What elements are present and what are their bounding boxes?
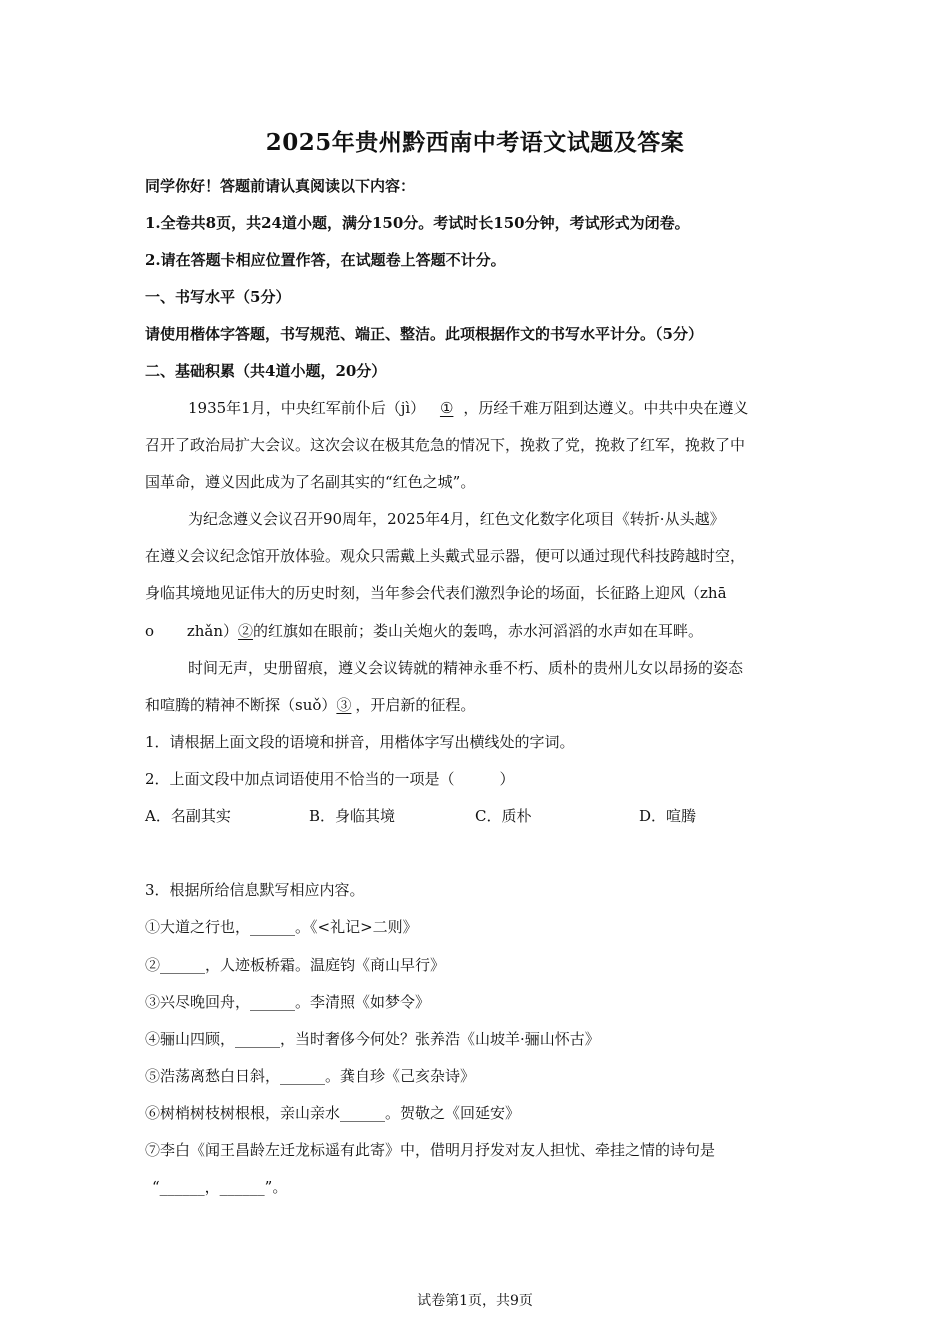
text-span: ，开启新的征程。 — [355, 696, 476, 714]
q3-item-7-continued: “______，______”。 — [152, 1178, 288, 1196]
option-a: A．名副其实 — [145, 807, 231, 825]
text-span: 1935年1月，中央红军前仆后（jì） — [188, 399, 426, 417]
blank-2: ② — [237, 622, 253, 640]
passage-p2-line3: 身临其境地见证伟大的历史时刻，当年参会代表们激烈争论的场面，长征路上迎风（zhā — [145, 584, 727, 602]
text-span: 的红旗如在眼前；娄山关炮火的轰鸣，赤水河滔滔的水声如在耳畔。 — [253, 622, 704, 640]
option-c: C．质朴 — [475, 807, 532, 825]
page-footer: 试卷第1页，共9页 — [417, 1293, 533, 1309]
q3-item-4: ④骊山四顾，______，当时奢侈今何处？张养浩《山坡羊·骊山怀古》 — [145, 1030, 600, 1048]
option-b: B．身临其境 — [309, 807, 396, 825]
passage-p2-line4 — [145, 621, 806, 641]
passage-p1-line1 — [188, 398, 806, 418]
blank-3: ③ — [336, 696, 352, 714]
passage-p3-line2 — [145, 695, 806, 715]
passage-p2-line1: 为纪念遵义会议召开90周年，2025年4月，红色文化数字化项目《转折·从头越》 — [188, 510, 725, 528]
text-span: ，历经千难万阻到达遵义。中共中央在遵义 — [463, 399, 749, 417]
text-span: o — [145, 622, 155, 640]
question-2: 2．上面文段中加点词语使用不恰当的一项是（ ） — [145, 770, 515, 788]
question-3: 3．根据所给信息默写相应内容。 — [145, 881, 365, 899]
q3-item-2: ②______，人迹板桥霜。温庭钧《商山早行》 — [145, 956, 446, 974]
option-d: D．喧腾 — [639, 807, 697, 825]
q3-item-7: ⑦李白《闻王昌龄左迁龙标遥有此寄》中，借明月抒发对友人担忧、牵挂之情的诗句是 — [145, 1141, 716, 1159]
passage-p2-line2: 在遵义会议纪念馆开放体验。观众只需戴上头戴式显示器，便可以通过现代科技跨越时空， — [145, 547, 746, 565]
notice-greeting: 同学你好！答题前请认真阅读以下内容： — [145, 177, 416, 195]
passage-p1-line2: 召开了政治局扩大会议。这次会议在极其危急的情况下，挽救了党，挽救了红军，挽救了中 — [145, 436, 746, 454]
page-title: 2025年贵州黔西南中考语文试题及答案 — [265, 129, 685, 156]
section2-heading: 二、基础积累（共4道小题，20分） — [145, 362, 387, 380]
passage-p1-line3: 国革命，遵义因此成为了名副其实的“红色之城”。 — [145, 473, 476, 491]
notice-item-2: 2.请在答题卡相应位置作答，在试题卷上答题不计分。 — [145, 251, 506, 269]
text-span: 和喧腾的精神不断探（suǒ） — [145, 696, 337, 714]
q3-item-5: ⑤浩荡离愁白日斜，______。龚自珍《己亥杂诗》 — [145, 1067, 476, 1085]
passage-p3-line1: 时间无声，史册留痕，遵义会议铸就的精神永垂不朽、质朴的贵州儿女以昂扬的姿态 — [188, 659, 744, 677]
q3-item-6: ⑥树梢树枝树根根，亲山亲水______。贺敬之《回延安》 — [145, 1104, 521, 1122]
section1-heading: 一、书写水平（5分） — [145, 288, 291, 306]
blank-1: ① — [439, 399, 454, 417]
question-1: 1．请根据上面文段的语境和拼音，用楷体字写出横线处的字词。 — [145, 733, 575, 751]
q3-item-3: ③兴尽晚回舟，______。李清照《如梦令》 — [145, 993, 431, 1011]
text-span: zhǎn） — [186, 622, 238, 640]
q3-item-1: ①大道之行也，______。《<礼记>二则》 — [145, 918, 418, 936]
notice-item-1: 1.全卷共8页，共24道小题，满分150分。考试时长150分钟，考试形式为闭卷。 — [145, 214, 690, 232]
section1-body: 请使用楷体字答题，书写规范、端正、整洁。此项根据作文的书写水平计分。（5分） — [145, 325, 703, 343]
